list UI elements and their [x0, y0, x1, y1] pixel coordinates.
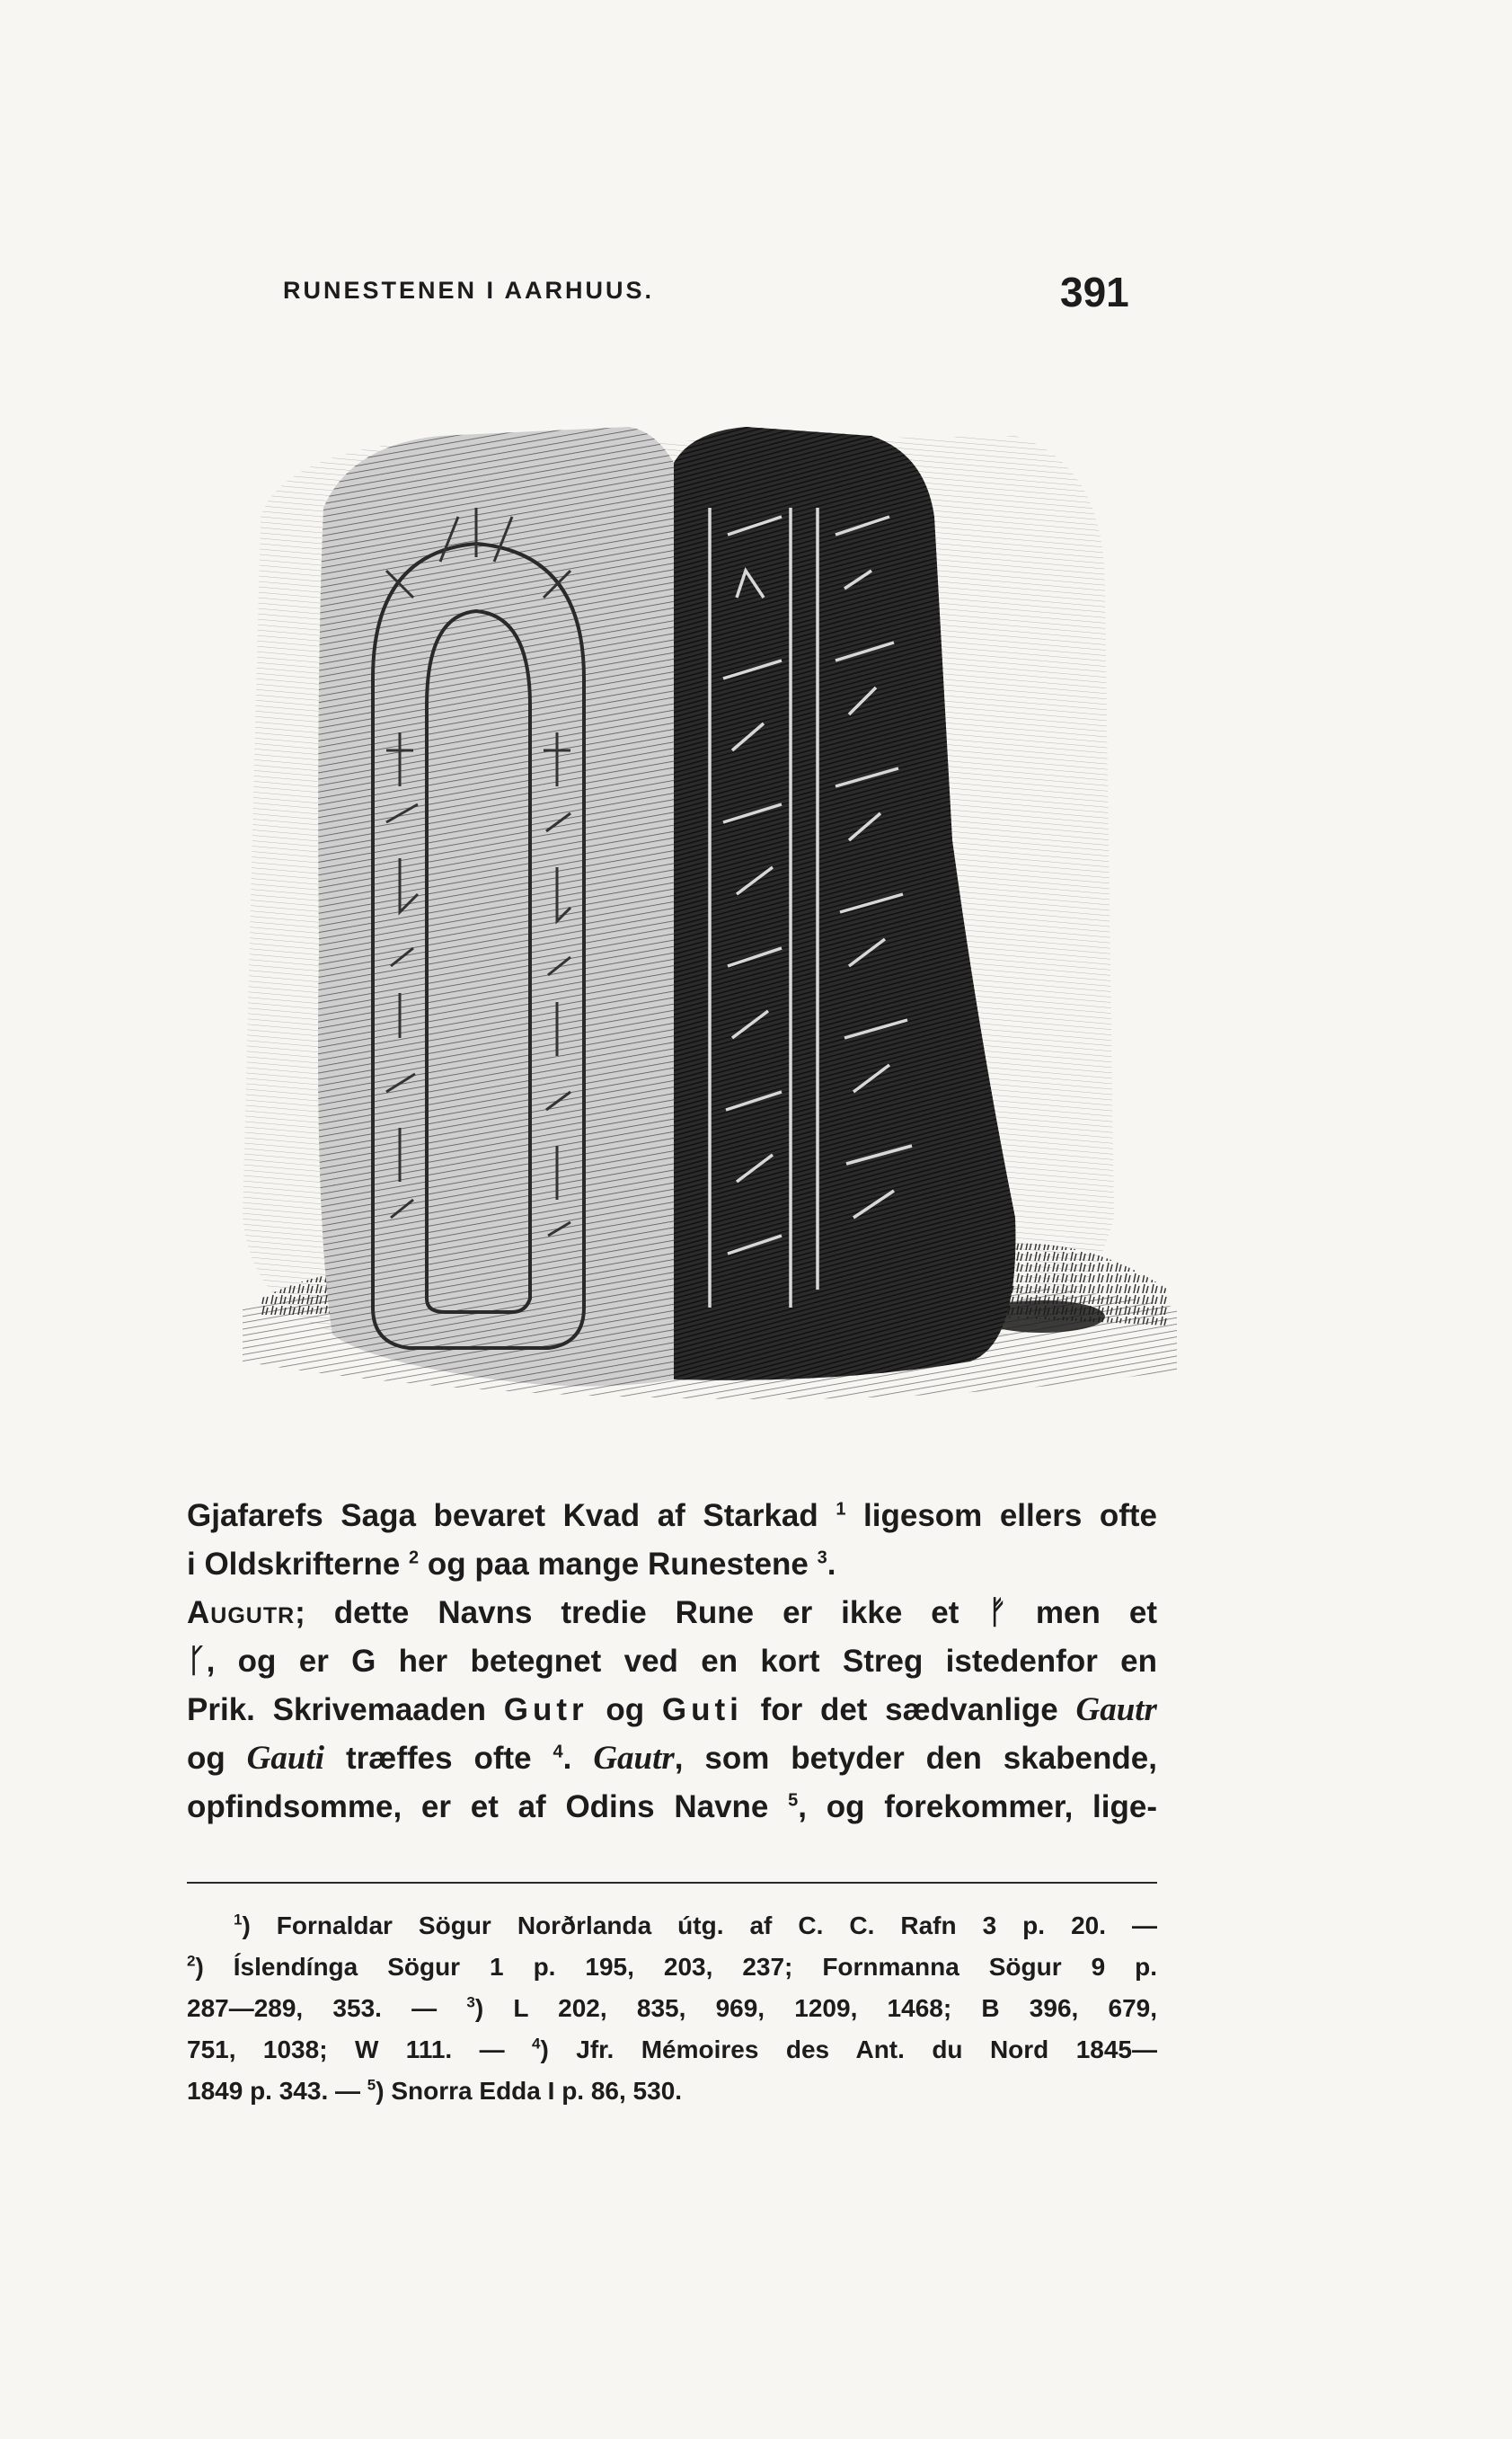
- footnote-ref-4[interactable]: 4: [553, 1742, 563, 1762]
- footnote-line-5: 1849 p. 343. — $^5$) Snorra Edda I p. 86, 530.: [187, 2076, 683, 2105]
- stone-left-face: [318, 427, 674, 1387]
- text-run: .: [827, 1547, 836, 1582]
- text-run: og: [187, 1741, 225, 1776]
- footnote-marker: 4: [532, 2035, 541, 2053]
- text-run: og paa mange Runestene: [427, 1547, 809, 1582]
- rune-glyph: ᚴ: [187, 1643, 207, 1680]
- body-line-4: [187, 1637, 1157, 1686]
- footnote-ref-3[interactable]: 3: [817, 1548, 827, 1568]
- footnotes: [187, 1905, 1157, 2112]
- spaced-word: Guti: [661, 1692, 743, 1727]
- body-line-6: [187, 1734, 1157, 1783]
- name-augutr: Augutr: [187, 1595, 296, 1630]
- footnote-ref-1[interactable]: 1: [836, 1499, 846, 1520]
- text-run: ligesom ellers ofte: [863, 1498, 1158, 1533]
- footnote-text: Jfr. Mémoires des Ant. du Nord 1845—: [576, 2035, 1157, 2063]
- footnote-text: 1849 p. 343. —: [187, 2077, 361, 2105]
- text-run: Prik. Skrivemaaden: [187, 1692, 486, 1727]
- text-run: for det sædvanlige: [760, 1692, 1058, 1727]
- footnote-ref-2[interactable]: 2: [409, 1548, 420, 1568]
- footnote-line-1: $^1$) Fornaldar Sögur Norðrlanda útg. af C. C. Rafn 3 p. 20. —: [234, 1911, 1157, 1939]
- footnote-text: Íslendínga Sögur 1 p. 195, 203, 237; Fornmanna Sögur 9 p.: [233, 1953, 1157, 1981]
- text-run: , og forekommer, lige-: [798, 1789, 1158, 1824]
- page-number: 391: [1060, 269, 1129, 315]
- footnote-marker: 3: [466, 1993, 475, 2011]
- footnote-text: 751, 1038; W 111. —: [187, 2035, 505, 2063]
- footnote-rule: [187, 1882, 1157, 1884]
- footnote-ref-5[interactable]: 5: [788, 1790, 799, 1811]
- body-line-1: [187, 1492, 1157, 1540]
- footnote-text: 287—289, 353. —: [187, 1994, 438, 2022]
- italic-word: Gautr: [1075, 1691, 1157, 1728]
- text-run: og: [606, 1692, 645, 1727]
- text-run: træffes ofte: [345, 1741, 532, 1776]
- footnote-marker: 5: [367, 2076, 376, 2094]
- italic-word: Gautr: [593, 1740, 675, 1777]
- text-run: opfindsomme, er et af Odins Navne: [187, 1789, 769, 1824]
- italic-word: Gauti: [246, 1740, 325, 1777]
- footnote-text: Fornaldar Sögur Norðrlanda útg. af C. C. Rafn 3 p. 20. —: [276, 1911, 1157, 1939]
- footnote-line-2: $^2$) Íslendínga Sögur 1 p. 195, 203, 237; Fornmanna Sögur 9 p.: [187, 1952, 1157, 1981]
- body-line-3: [187, 1589, 1157, 1637]
- rune-glyph: ᚠ: [987, 1594, 1007, 1631]
- text-run: .: [562, 1741, 572, 1776]
- footnote-text: Snorra Edda I p. 86, 530.: [391, 2077, 683, 2105]
- text-run: , og er G her betegnet ved en kort Streg istedenfor en: [206, 1644, 1157, 1679]
- text-run: ; dette Navns tredie Rune er ikke et: [295, 1595, 959, 1630]
- footnote-marker: 2: [187, 1952, 196, 1970]
- text-run: Gjafarefs Saga bevaret Kvad af Starkad: [187, 1498, 818, 1533]
- text-run: men et: [1035, 1595, 1157, 1630]
- footnote-line-4: 751, 1038; W 111. — $^4$) Jfr. Mémoires des Ant. du Nord 1845—: [187, 2035, 1157, 2063]
- footnote-marker: 1: [234, 1911, 243, 1929]
- text-run: i Oldskrifterne: [187, 1547, 401, 1582]
- running-title: RUNESTENEN I AARHUUS.: [283, 277, 655, 304]
- footnote-text: L 202, 835, 969, 1209, 1468; B 396, 679,: [513, 1994, 1158, 2022]
- text-run: , som betyder den skabende,: [674, 1741, 1157, 1776]
- footnote-line-3: 287—289, 353. — $^3$) L 202, 835, 969, 1209, 1468; B 396, 679,: [187, 1993, 1158, 2022]
- spaced-word: Gutr: [503, 1692, 588, 1727]
- body-text: [187, 1492, 1157, 1831]
- body-line-2: [187, 1540, 1157, 1589]
- body-line-5: [187, 1686, 1157, 1734]
- running-head: [0, 268, 1512, 322]
- runestone-engraving: [207, 409, 1204, 1451]
- body-line-7: [187, 1783, 1157, 1831]
